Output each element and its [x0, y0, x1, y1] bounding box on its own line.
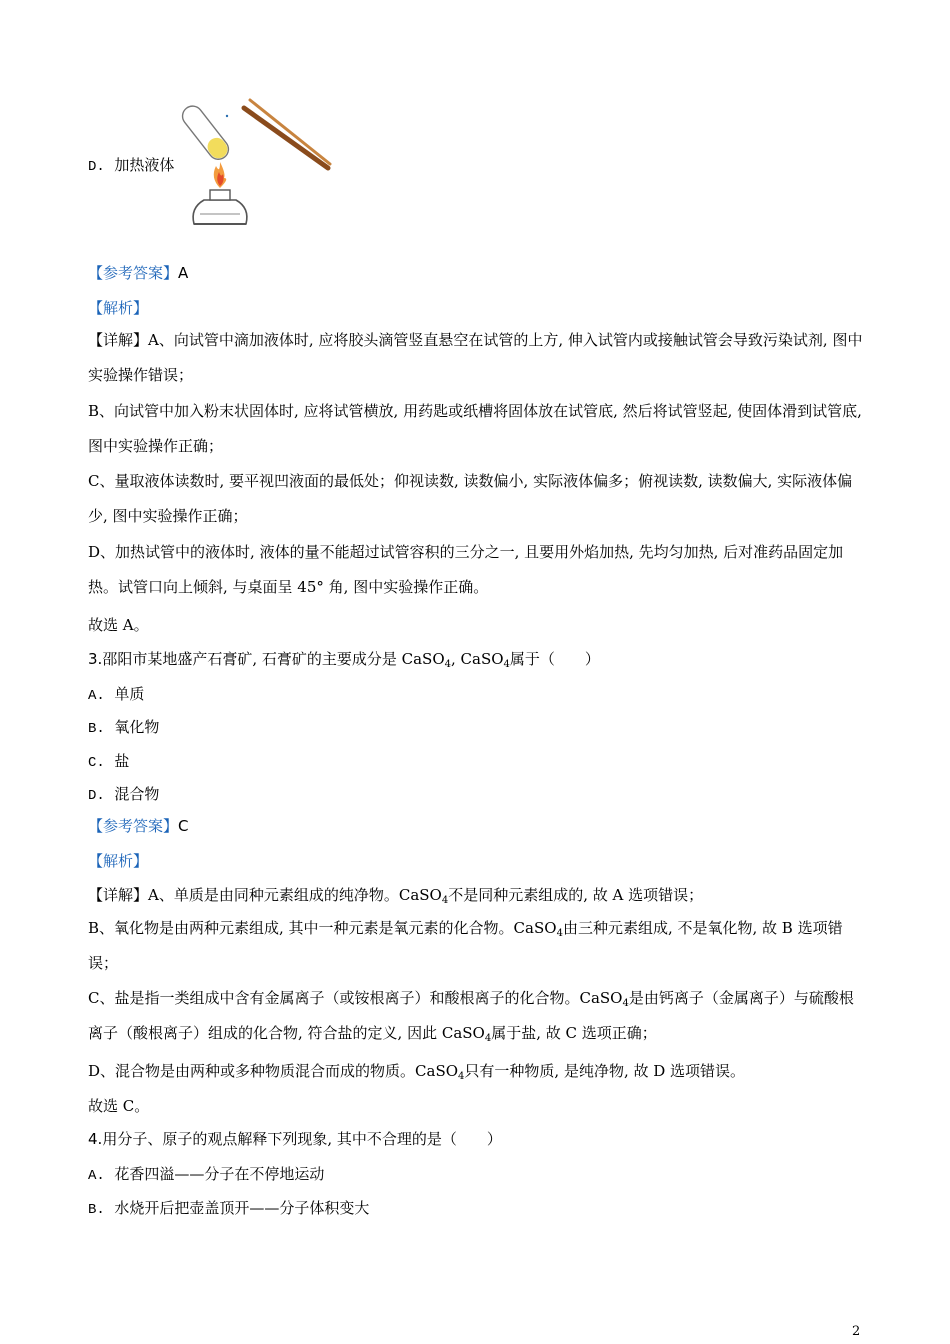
question-number: 3.: [88, 650, 103, 668]
detail-paragraph-b: B、向试管中加入粉末状固体时, 应将试管横放, 用药匙或纸槽将固体放在试管底, 然后将试管竖起, 使固体滑到试管底, 图中实验操作正确；: [88, 402, 862, 455]
option-text: 加热液体: [114, 156, 175, 174]
option-a: A. 单质: [88, 685, 145, 704]
answer-line: [88, 816, 189, 836]
conclusion: 故选 A。: [88, 616, 149, 634]
detail-paragraph-a: [88, 323, 863, 393]
question-3-stem: 3.邵阳市某地盛产石膏矿, 石膏矿的主要成分是 CaSO$_4$, CaSO$_4$属于（ ）: [88, 650, 600, 670]
option-a: A. 花香四溢——分子在不停地运动: [88, 1165, 325, 1184]
analysis-label: 【解析】: [88, 852, 149, 870]
answer-line: [88, 263, 188, 283]
detail-text: A、向试管中滴加液体时, 应将胶头滴管竖直悬空在试管的上方, 伸入试管内或接触试管会导致污染试剂, 图中实验操作错误；: [88, 331, 863, 384]
answer-label: 【参考答案】: [88, 264, 179, 282]
option-c: C. 盐: [88, 752, 130, 771]
conclusion: 故选 C。: [88, 1097, 150, 1115]
answer-label: 【参考答案】: [88, 817, 179, 835]
page-number: 2: [852, 1324, 861, 1339]
option-b: B. 氧化物: [88, 718, 160, 737]
analysis-label: 【解析】: [88, 299, 149, 317]
heating-liquid-illustration: [180, 86, 340, 236]
question-number: 4.: [88, 1130, 103, 1148]
answer-value: C: [178, 817, 189, 835]
detail-label: 【详解】: [88, 331, 149, 349]
detail-paragraph-d: D、混合物是由两种或多种物质混合而成的物质。CaSO$_4$只有一种物质, 是纯净物, 故 D 选项错误。: [88, 1062, 746, 1082]
answer-value: A: [178, 264, 189, 282]
detail-paragraph-c: C、盐是指一类组成中含有金属离子（或铵根离子）和酸根离子的化合物。CaSO$_4$是由钙离子（金属离子）与硫酸根离子（酸根离子）组成的化合物, 符合盐的定义, 因此 CaSO$_4$属于盐, 故 C 选项正确；: [88, 989, 854, 1044]
option-b: B. 水烧开后把壶盖顶开——分子体积变大: [88, 1199, 370, 1218]
detail-paragraph-c: C、量取液体读数时, 要平视凹液面的最低处；仰视读数, 读数偏小, 实际液体偏多；俯视读数, 读数偏大, 实际液体偏少, 图中实验操作正确；: [88, 472, 853, 525]
option-d: D. 混合物: [88, 785, 160, 804]
question-4-stem: 4.用分子、原子的观点解释下列现象, 其中不合理的是（ ）: [88, 1130, 502, 1148]
detail-paragraph-b: B、氧化物是由两种元素组成, 其中一种元素是氧元素的化合物。CaSO$_4$由三种元素组成, 不是氧化物, 故 B 选项错误；: [88, 919, 843, 972]
detail-paragraph-a: 【详解】A、单质是由同种元素组成的纯净物。CaSO$_4$不是同种元素组成的, 故 A 选项错误；: [88, 886, 704, 906]
detail-paragraph-d: D、加热试管中的液体时, 液体的量不能超过试管容积的三分之一, 且要用外焰加热, 先均匀加热, 后对准药品固定加热。试管口向上倾斜, 与桌面呈 45° 角, 图中实验操作正确。: [88, 543, 844, 596]
option-letter: D.: [88, 159, 105, 175]
option-d: [88, 155, 174, 177]
detail-label: 【详解】: [88, 886, 149, 904]
